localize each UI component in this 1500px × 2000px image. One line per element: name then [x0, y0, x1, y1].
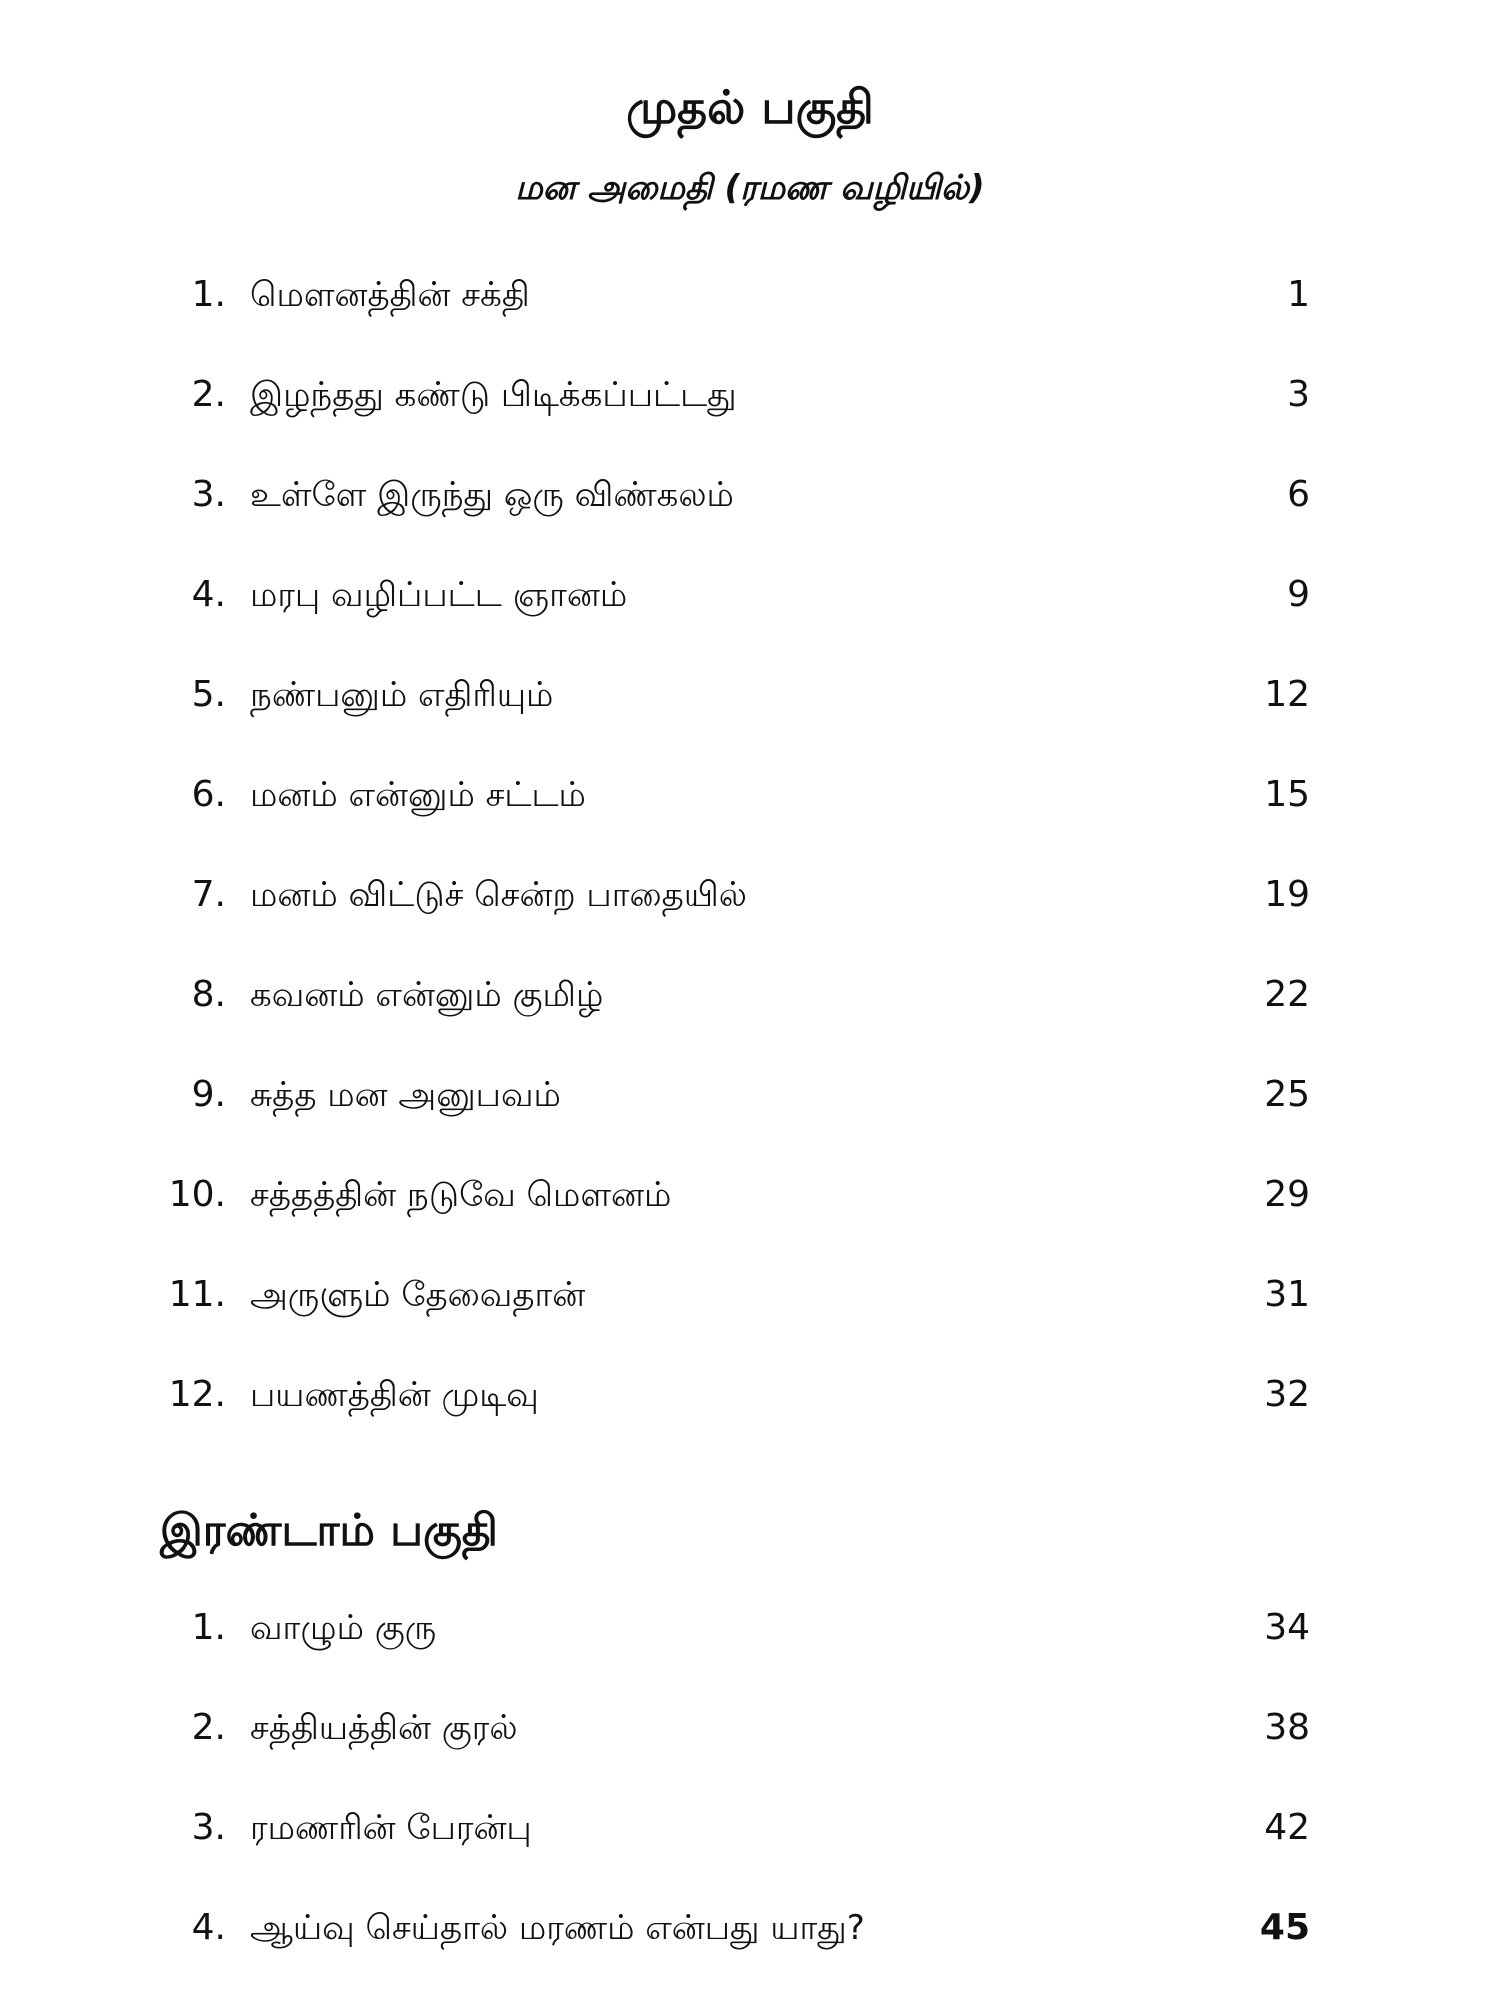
toc-row	[150, 1265, 1310, 1325]
toc-number: 1.	[191, 1607, 226, 1648]
toc-number: 1.	[191, 274, 226, 315]
toc-row	[150, 865, 1310, 925]
toc-page-number: 32	[1264, 1374, 1310, 1415]
toc-number: 12.	[168, 1374, 226, 1415]
toc-page-number: 6	[1287, 474, 1310, 515]
toc-title: மரபு வழிப்பட்ட ஞானம்	[250, 575, 628, 615]
toc-number: 7.	[191, 874, 226, 915]
toc-row	[150, 1065, 1310, 1125]
toc-page-number: 42	[1264, 1807, 1310, 1848]
toc-row	[150, 465, 1310, 525]
toc-title: ரமணரின் பேரன்பு	[250, 1808, 532, 1848]
toc-row	[150, 1698, 1310, 1758]
toc-page-number: 12	[1264, 674, 1310, 715]
toc-number: 3.	[191, 474, 226, 515]
toc-title: ஆய்வு செய்தால் மரணம் என்பது யாது?	[250, 1908, 865, 1948]
toc-title: சுத்த மன அனுபவம்	[250, 1075, 561, 1115]
toc-title: சத்தத்தின் நடுவே மௌனம்	[250, 1175, 672, 1215]
toc-page-number: 38	[1264, 1707, 1310, 1748]
part-one-subtitle: மன அமைதி (ரமண வழியில்)	[515, 168, 985, 208]
toc-page-number: 1	[1287, 274, 1310, 315]
part-one-title: முதல் பகுதி	[626, 80, 874, 134]
toc-number: 5.	[191, 674, 226, 715]
toc-row	[150, 1365, 1310, 1425]
toc-row	[150, 665, 1310, 725]
toc-row	[150, 265, 1310, 325]
toc-row	[150, 1798, 1310, 1858]
toc-title: மனம் விட்டுச் சென்ற பாதையில்	[250, 875, 747, 915]
toc-title: பயணத்தின் முடிவு	[250, 1375, 539, 1415]
toc-number: 2.	[191, 374, 226, 415]
toc-page-number: 15	[1264, 774, 1310, 815]
toc-title: கவனம் என்னும் குமிழ்	[250, 975, 604, 1015]
toc-number: 6.	[191, 774, 226, 815]
toc-row	[150, 365, 1310, 425]
toc-page-number: 25	[1264, 1074, 1310, 1115]
toc-page-number: 3	[1287, 374, 1310, 415]
part-two-heading: இரண்டாம் பகுதி	[160, 1505, 498, 1556]
toc-number: 3.	[191, 1807, 226, 1848]
toc-number: 8.	[191, 974, 226, 1015]
toc-number: 10.	[168, 1174, 226, 1215]
toc-title: இழந்தது கண்டு பிடிக்கப்பட்டது	[250, 375, 737, 415]
toc-page-number: 29	[1264, 1174, 1310, 1215]
toc-number: 9.	[191, 1074, 226, 1115]
toc-title: மனம் என்னும் சட்டம்	[250, 775, 586, 815]
toc-number: 11.	[168, 1274, 226, 1315]
toc-row	[150, 565, 1310, 625]
toc-page-number: 9	[1287, 574, 1310, 615]
toc-row	[150, 1898, 1310, 1958]
toc-title: நண்பனும் எதிரியும்	[250, 675, 554, 715]
toc-title: மௌனத்தின் சக்தி	[250, 275, 530, 315]
toc-title: உள்ளே இருந்து ஒரு விண்கலம்	[250, 475, 734, 515]
toc-title: சத்தியத்தின் குரல்	[250, 1708, 518, 1748]
toc-row	[150, 1165, 1310, 1225]
toc-row	[150, 965, 1310, 1025]
toc-page-number: 22	[1264, 974, 1310, 1015]
toc-page-number: 45	[1259, 1907, 1310, 1948]
toc-page-number: 19	[1264, 874, 1310, 915]
toc-number: 2.	[191, 1707, 226, 1748]
toc-row	[150, 1598, 1310, 1658]
toc-number: 4.	[191, 1907, 226, 1948]
toc-title: அருளும் தேவைதான்	[250, 1275, 586, 1315]
toc-row	[150, 765, 1310, 825]
toc-page-number: 31	[1264, 1274, 1310, 1315]
toc-number: 4.	[191, 574, 226, 615]
toc-page-number: 34	[1264, 1607, 1310, 1648]
toc-title: வாழும் குரு	[250, 1608, 437, 1648]
